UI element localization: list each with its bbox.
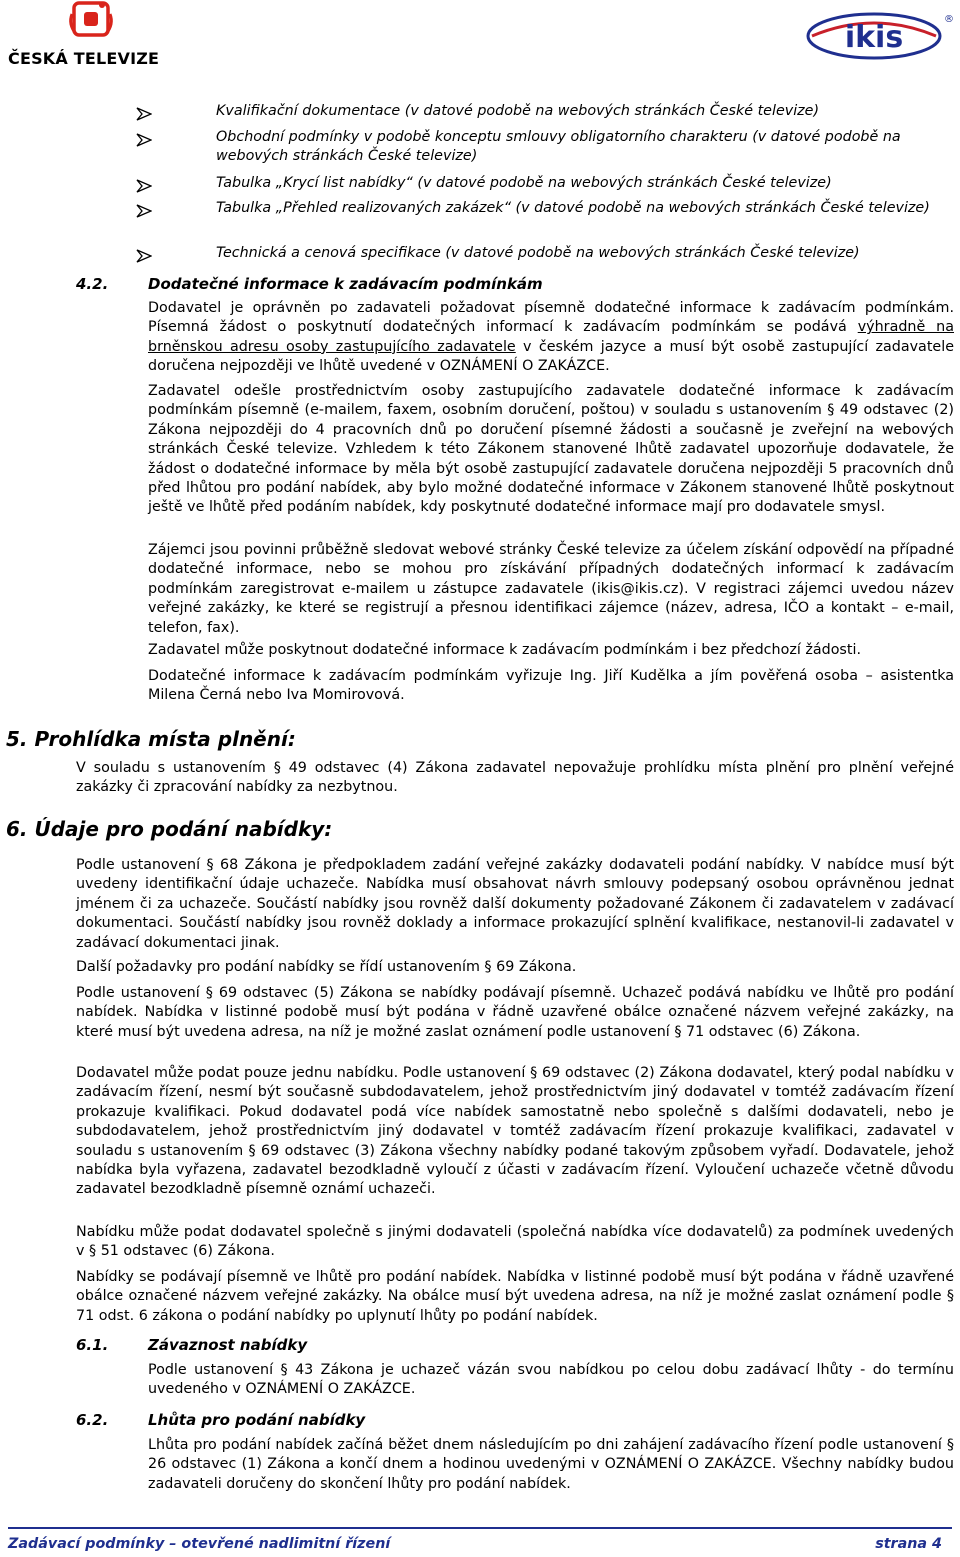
section-4-2-title: Dodatečné informace k zadávacím podmínkám [148,275,543,293]
bullet-item: Tabulka „Krycí list nabídky“ (v datové podobě na webových stránkách České televize) [216,175,832,191]
footer-document-title: Zadávací podmínky – otevřené nadlimitní řízení [8,1536,391,1552]
section-4-2-paragraph-4: Zadavatel může poskytnout dodatečné informace k zadávacím podmínkám i bez předchozí žádosti. [148,642,862,658]
section-5-paragraph: V souladu s ustanovením § 49 odstavec (4) Zákona zadavatel nepovažuje prohlídku místa plnění pro plnění veřejné zakázky či zpracování nabídky za nezbytnou. [76,760,954,796]
arrow-bullet-icon [136,249,152,263]
bullet-item: Technická a cenová specifikace (v datové podobě na webových stránkách České televize) [216,245,860,261]
section-6-2-paragraph: Lhůta pro podání nabídek začíná běžet dnem následujícím po dni zahájení zadávacího řízení podle ustanovení § 26 odstavec (1) Zákona a končí dnem a hodinou uvedenými v OZNÁMENÍ O ZAKÁZCE. Všechny nabídky budou zadavateli doručeny do skončení lhůty pro podání nabídek. [148,1437,954,1492]
registered-mark: ® [944,14,954,25]
arrow-bullet-icon [136,179,152,193]
bullet-item: Kvalifikační dokumentace (v datové podobě na webových stránkách České televize) [216,103,820,119]
arrow-bullet-icon [136,133,152,147]
section-6-paragraph-4: Dodavatel může podat pouze jednu nabídku. Podle ustanovení § 69 odstavec (2) Zákona dodavatel, který podal nabídku v zadávacím řízení, nesmí být současně subdodavatelem, jehož prostřednictvím jiný dodavatel v tomtéž zadávacím řízení prokazuje kvalifikaci. Pokud dodavatel podá více nabídek samostatně nebo společně s dalšími dodavateli, nebo je subdodavatelem, jehož prostřednictvím jiný dodavatel v tomtéž zadávacím řízení prokazuje kvalifikaci, zadavatel v souladu s ustanovením § 69 odstavec (3) Zákona všechny nabídky podané takovým způsobem vyřadí. Dodavatele, jehož nabídka byla vyřazena, zadavatel bezodkladně vyloučí z účasti v zadávacím řízení. Vyloučení uchazeče včetně důvodu zadavatel bezodkladně písemně oznámí uchazeči. [76,1065,954,1198]
section-6-2-title: Lhůta pro podání nabídky [148,1411,366,1429]
section-4-2-paragraph-5: Dodatečné informace k zadávacím podmínkám vyřizuje Ing. Jiří Kudělka a jím pověřená osoba – asistentka Milena Černá nebo Iva Momirovová. [148,668,954,704]
bullet-item: Tabulka „Přehled realizovaných zakázek“ (v datové podobě na webových stránkách České televize) [216,200,930,216]
section-6-2-number: 6.2. [76,1411,109,1429]
bullet-item: Obchodní podmínky v podobě konceptu smlouvy obligatorního charakteru (v datové podobě na webových stránkách České televize) [216,129,901,165]
ceska-televize-logo [8,0,178,70]
section-4-2-number: 4.2. [76,275,109,293]
ceska-televize-wordmark: ČESKÁ TELEVIZE [8,49,160,68]
section-6-1-title: Závaznost nabídky [148,1336,308,1354]
footer-divider [8,1527,952,1529]
section-5-heading: 5. Prohlídka místa plnění: [6,727,296,751]
arrow-bullet-icon [136,107,152,121]
section-6-paragraph-3: Podle ustanovení § 69 odstavec (5) Zákona se nabídky podávají písemně. Uchazeč podává nabídku ve lhůtě pro podání nabídek. Nabídka v listinné podobě musí být podána v řádně uzavřené obálce označené názvem veřejné zakázky, na které musí být uvedena adresa, na níž je možné zaslat oznámení podle ustanovení § 71 odstavec (6) Zákona. [76,985,954,1040]
footer-page-number: strana 4 [875,1536,942,1552]
section-6-paragraph-1: Podle ustanovení § 68 Zákona je předpokladem zadání veřejné zakázky dodavateli podání nabídky. V nabídce musí být uvedeny identifikační údaje uchazeče. Nabídka musí obsahovat návrh smlouvy podepsaný osobou oprávněnou jednat jménem či za uchazeče. Součástí nabídky jsou rovněž další dokumenty požadované Zákonem či zadavatelem v zadávací dokumentaci. Součástí nabídky jsou rovněž doklady a informace prokazující splnění kvalifikace, nestanovil-li zadavatel v zadávací dokumentaci jinak. [76,857,954,951]
ikis-logo [804,6,954,62]
section-6-paragraph-2: Další požadavky pro podání nabídky se řídí ustanovením § 69 Zákona. [76,959,577,975]
section-6-paragraph-5: Nabídku může podat dodavatel společně s jinými dodavateli (společná nabídka více dodavatelů) za podmínek uvedených v § 51 odstavec (6) Zákona. [76,1224,954,1260]
section-4-2-paragraph-2: Zadavatel odešle prostřednictvím osoby zastupujícího zadavatele dodatečné informace k zadávacím podmínkám písemně (e-mailem, faxem, osobním doručení, poštou) v souladu s ustanovením § 49 odstavec (2) Zákona nejpozději do 4 pracovních dnů po doručení písemné žádosti a současně je zveřejní na webových stránkách České televize. Vzhledem k této Zákonem stanovené lhůtě zadavatel upozorňuje dodavatele, že žádost o dodatečné informace by měla být osobě zastupující zadavatele doručena nejpozději 5 pracovních dnů před lhůtou pro podání nabídek, aby bylo možné dodatečné informace v Zákonem stanovené lhůtě poskytnout ještě ve lhůtě před podáním nabídek, kdy poskytnuté dodatečné informace mají pro dodavatele smysl. [148,383,954,516]
arrow-bullet-icon [136,204,152,218]
ikis-logo-text: ikis [844,20,904,55]
section-4-2-paragraph-1: Dodavatel je oprávněn po zadavateli požadovat písemně dodatečné informace k zadávacím podmínkám. Písemná žádost o poskytnutí dodatečných informací k zadávacím podmínkám se podává výhradně na brněnskou adresu osoby zastupujícího zadavatele v českém jazyce a musí být osobě zastupující zadavatele doručena nejpozději ve lhůtě uvedené v OZNÁMENÍ O ZAKÁZCE. [148,300,954,375]
tv-screen-icon [66,0,124,40]
section-6-1-number: 6.1. [76,1336,109,1354]
section-4-2-paragraph-3: Zájemci jsou povinni průběžně sledovat webové stránky České televize za účelem získání odpovědí na případné dodatečné informace, nebo se mohou pro získávání případných dodatečných informací k zadávacím podmínkám zaregistrovat e-mailem u zástupce zadavatele (ikis@ikis.cz). V registraci zájemci uvedou název veřejné zakázky, ke které se registrují a přesnou identifikaci zájemce (název, adresa, IČO a kontakt – e-mail, telefon, fax). [148,542,954,636]
section-6-1-paragraph: Podle ustanovení § 43 Zákona je uchazeč vázán svou nabídkou po celou dobu zadávací lhůty - do termínu uvedeného v OZNÁMENÍ O ZAKÁZCE. [148,1362,954,1398]
section-6-heading: 6. Údaje pro podání nabídky: [6,817,333,841]
section-6-paragraph-6: Nabídky se podávají písemně ve lhůtě pro podání nabídek. Nabídka v listinné podobě musí být podána v řádně uzavřené obálce označené názvem veřejné zakázky. Na obálce musí být uvedena adresa, na níž je možné zaslat oznámení podle § 71 odst. 6 zákona o podání nabídky po uplynutí lhůty po podání nabídek. [76,1269,954,1324]
